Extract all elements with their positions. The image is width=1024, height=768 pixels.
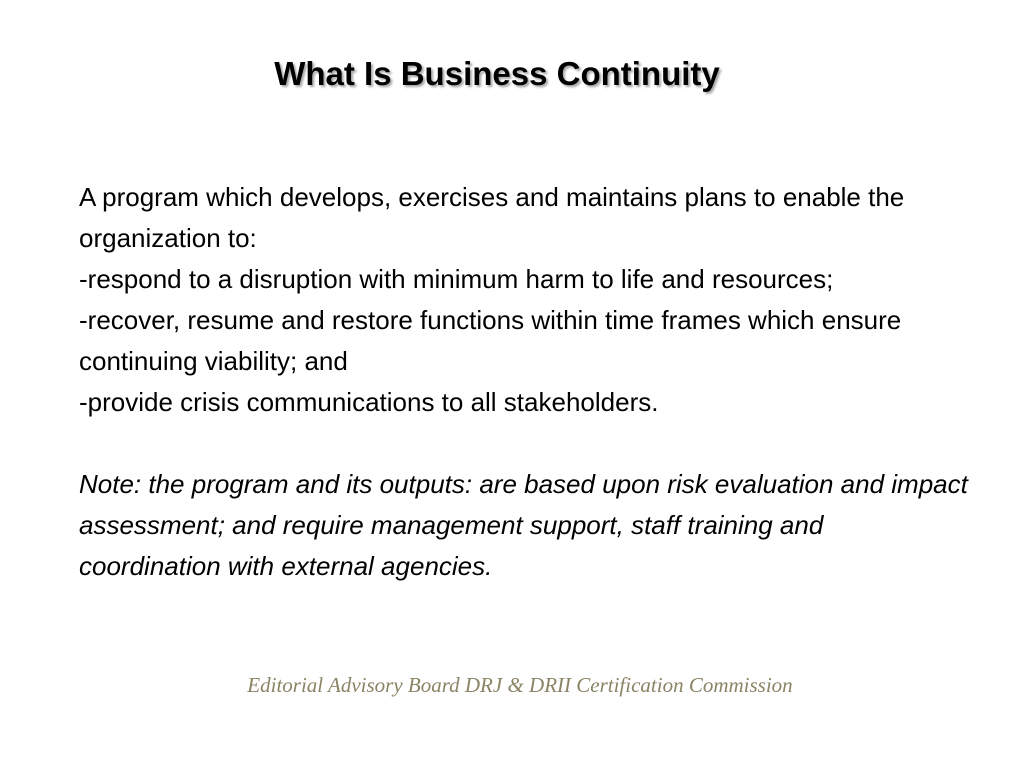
point-recover: -recover, resume and restore functions within time frames which ensure continuing viability; and	[79, 305, 902, 376]
intro-paragraph: A program which develops, exercises and maintains plans to enable the organization to:	[79, 182, 905, 253]
note-paragraph: Note: the program and its outputs: are based upon risk evaluation and impact assessment; and require management support, staff training and coordination with external agencies.	[79, 469, 968, 581]
paragraph-spacer	[79, 423, 969, 464]
slide-title: What Is Business Continuity	[274, 55, 720, 92]
point-communicate: -provide crisis communications to all stakeholders.	[79, 387, 659, 417]
source-attribution: Editorial Advisory Board DRJ & DRII Certification Commission	[247, 673, 793, 697]
point-respond: -respond to a disruption with minimum harm to life and resources;	[79, 264, 834, 294]
slide-body	[79, 177, 969, 587]
